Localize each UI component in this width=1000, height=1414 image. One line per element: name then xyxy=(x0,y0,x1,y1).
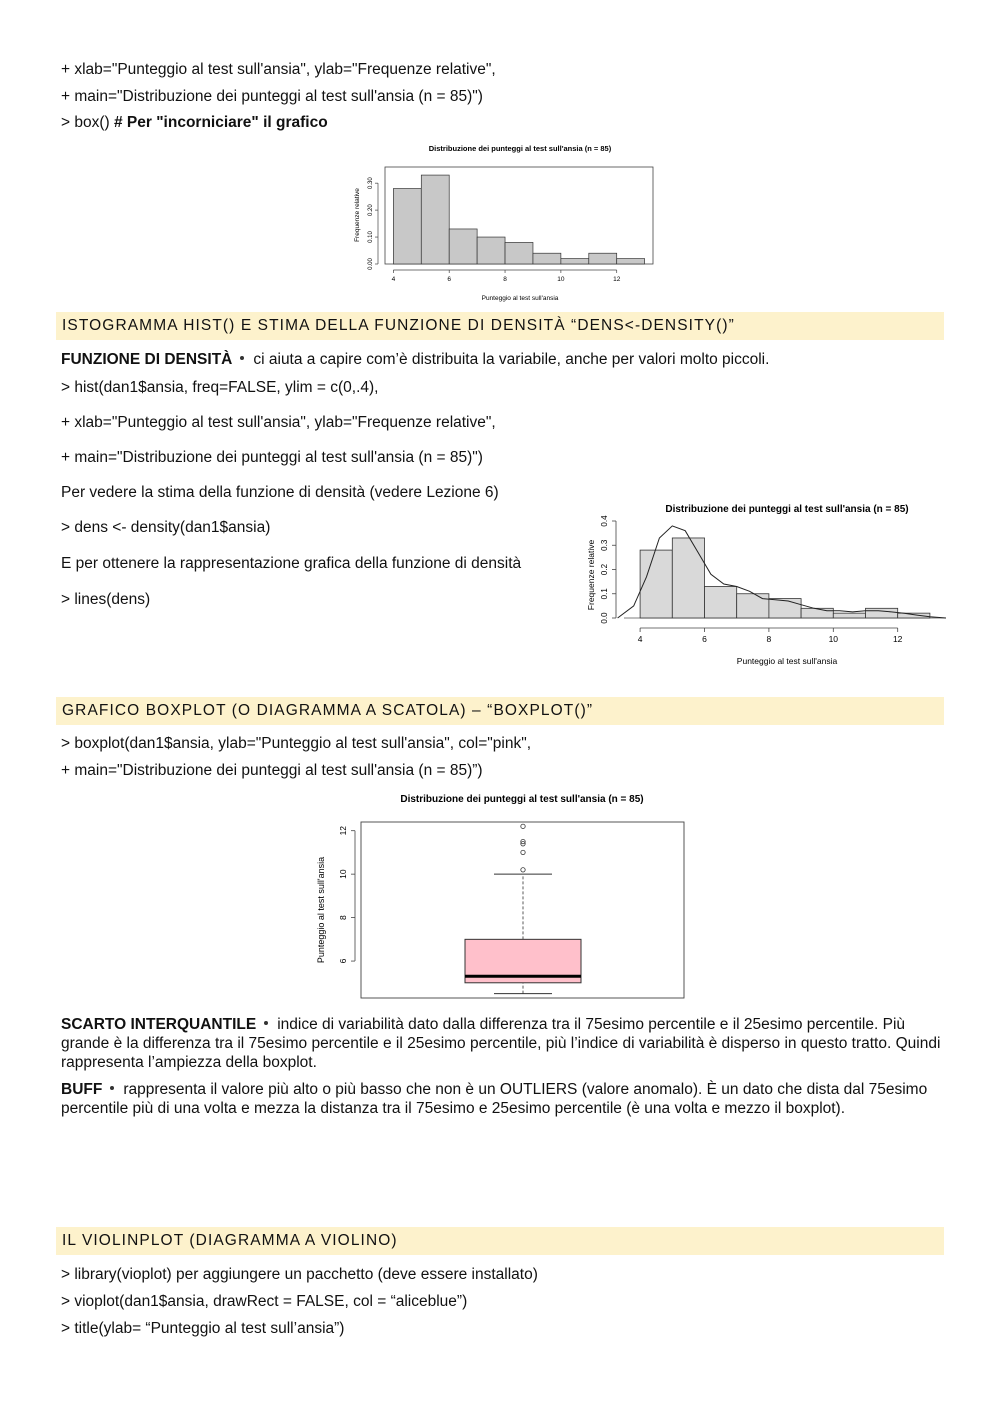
bullet-dot xyxy=(240,356,244,360)
code-line: + main="Distribuzione dei punteggi al test sull'ansia (n = 85)") xyxy=(61,88,483,105)
y-axis-label: Frequenze relative xyxy=(586,539,596,611)
code-text: > box() xyxy=(61,114,114,131)
histogram-bar xyxy=(561,259,589,264)
y-tick-label: 8 xyxy=(338,915,348,920)
code-line: + xlab="Punteggio al test sull'ansia", ylab="Frequenze relative", xyxy=(61,414,496,431)
code-line xyxy=(61,114,328,132)
histogram-bar xyxy=(640,550,672,618)
x-tick-label: 8 xyxy=(766,634,772,644)
outlier-point xyxy=(521,850,525,854)
term: SCARTO INTERQUANTILE xyxy=(61,1016,257,1033)
code-line: + main="Distribuzione dei punteggi al test sull'ansia (n = 85)") xyxy=(61,449,483,466)
y-tick-label: 0.10 xyxy=(368,231,374,243)
histogram-bar xyxy=(898,613,930,618)
x-tick-label: 12 xyxy=(613,276,621,283)
x-tick-label: 6 xyxy=(702,634,707,644)
code-line: + xlab="Punteggio al test sull'ansia", ylab="Frequenze relative", xyxy=(61,61,496,78)
y-tick-label: 0.00 xyxy=(368,258,374,270)
histogram-bar xyxy=(737,594,769,618)
term: BUFF xyxy=(61,1081,103,1098)
y-axis-label: Punteggio al test sull'ansia xyxy=(316,856,326,964)
outlier-point xyxy=(521,824,525,828)
x-axis-label: Punteggio al test sull'ansia xyxy=(736,656,838,666)
y-tick-label: 0.20 xyxy=(368,204,374,216)
histogram-bar xyxy=(672,538,704,618)
definition-line xyxy=(61,351,769,369)
code-line: > boxplot(dan1$ansia, ylab="Punteggio al test sull'ansia", col="pink", xyxy=(61,735,532,752)
code-line: > lines(dens) xyxy=(61,591,151,608)
x-tick-label: 4 xyxy=(637,634,643,644)
y-tick-label: 0.3 xyxy=(600,539,609,551)
x-tick-label: 8 xyxy=(503,276,507,283)
code-line: > vioplot(dan1$ansia, drawRect = FALSE, col = “aliceblue”) xyxy=(61,1293,468,1310)
definition-paragraph xyxy=(61,1015,941,1072)
bullet-dot xyxy=(264,1021,268,1025)
y-tick-label: 6 xyxy=(338,958,348,964)
x-axis-label: Punteggio al test sull'ansia xyxy=(481,295,559,302)
histogram-bar xyxy=(866,608,898,618)
y-tick-label: 0.1 xyxy=(600,588,609,600)
x-tick-label: 4 xyxy=(391,276,396,283)
outlier-point xyxy=(521,868,525,872)
density-chart xyxy=(580,497,950,670)
code-line: > hist(dan1$ansia, freq=FALSE, ylim = c(0,.4), xyxy=(61,379,379,396)
chart-title: Distribuzione dei punteggi al test sull'ansia (n = 85) xyxy=(428,144,612,153)
histogram-chart xyxy=(345,140,665,305)
histogram-bar xyxy=(833,613,865,618)
definition: ci aiuta a capire com’è distribuita la variabile, anche per valori molto piccoli. xyxy=(253,351,770,368)
chart-title: Distribuzione dei punteggi al test sull'ansia (n = 85) xyxy=(400,794,644,805)
code-comment: # Per "incorniciare" il grafico xyxy=(113,114,328,131)
section-header xyxy=(56,697,944,725)
histogram-bar xyxy=(505,242,533,264)
term: FUNZIONE DI DENSITÀ xyxy=(61,351,233,368)
x-tick-label: 12 xyxy=(892,634,903,644)
histogram-bar xyxy=(477,237,505,264)
histogram-bar xyxy=(589,253,617,264)
code-line: > library(vioplot) per aggiungere un pacchetto (deve essere installato) xyxy=(61,1266,538,1283)
x-tick-label: 6 xyxy=(447,276,452,283)
histogram-bar xyxy=(769,599,801,618)
definition: indice di variabilità dato dalla differenza tra il 75esimo percentile e il 25esimo percentile. Più grande è la differenza tra il 75esimo percentile e il 25esimo percentile, più l’indice di variabilità è disperso in questo tratto. Quindi rappresenta l’ampiezza della boxplot. xyxy=(61,1016,941,1071)
histogram-bar xyxy=(421,175,449,264)
definition: rappresenta il valore più alto o più basso che non è un OUTLIERS (valore anomalo). È un dato che dista dal 75esimo percentile più di una volta e mezza la distanza tra il 75esimo e 25esimo percentile (è una volta e mezzo il boxplot). xyxy=(61,1081,928,1117)
y-tick-label: 0.0 xyxy=(600,612,609,624)
histogram-bar xyxy=(533,253,561,264)
y-axis-label: Frequenze relative xyxy=(354,188,361,242)
section-title: ISTOGRAMMA HIST() E STIMA DELLA FUNZIONE DI DENSITÀ “DENS<-DENSITY()” xyxy=(62,317,735,334)
x-tick-label: 10 xyxy=(828,634,839,644)
histogram-bar xyxy=(801,608,833,618)
code-line: + main="Distribuzione dei punteggi al test sull'ansia (n = 85)”) xyxy=(61,762,483,779)
section-title: GRAFICO BOXPLOT (O DIAGRAMMA A SCATOLA) – “BOXPLOT()” xyxy=(62,702,594,719)
section-header xyxy=(56,312,944,340)
definition-paragraph xyxy=(61,1080,941,1118)
y-tick-label: 0.4 xyxy=(600,515,609,527)
y-tick-label: 10 xyxy=(338,869,348,879)
text-line: Per vedere la stima della funzione di densità (vedere Lezione 6) xyxy=(61,484,499,501)
bullet-dot xyxy=(110,1086,114,1090)
code-line: > title(ylab= “Punteggio al test sull’ansia”) xyxy=(61,1320,345,1337)
y-tick-label: 0.30 xyxy=(368,177,374,190)
histogram-bar xyxy=(617,259,645,264)
y-tick-label: 0.2 xyxy=(600,563,609,576)
chart-title: Distribuzione dei punteggi al test sull'ansia (n = 85) xyxy=(665,504,909,515)
boxplot-chart xyxy=(310,788,690,1002)
section-header xyxy=(56,1227,944,1255)
histogram-bar xyxy=(705,586,737,618)
x-tick-label: 10 xyxy=(557,276,565,283)
y-tick-label: 12 xyxy=(338,825,348,836)
histogram-bar xyxy=(449,229,477,264)
text-line: E per ottenere la rappresentazione grafica della funzione di densità xyxy=(61,555,522,572)
section-title: IL VIOLINPLOT (DIAGRAMMA A VIOLINO) xyxy=(62,1232,398,1249)
code-line: > dens <- density(dan1$ansia) xyxy=(61,519,271,536)
histogram-bar xyxy=(393,189,421,264)
